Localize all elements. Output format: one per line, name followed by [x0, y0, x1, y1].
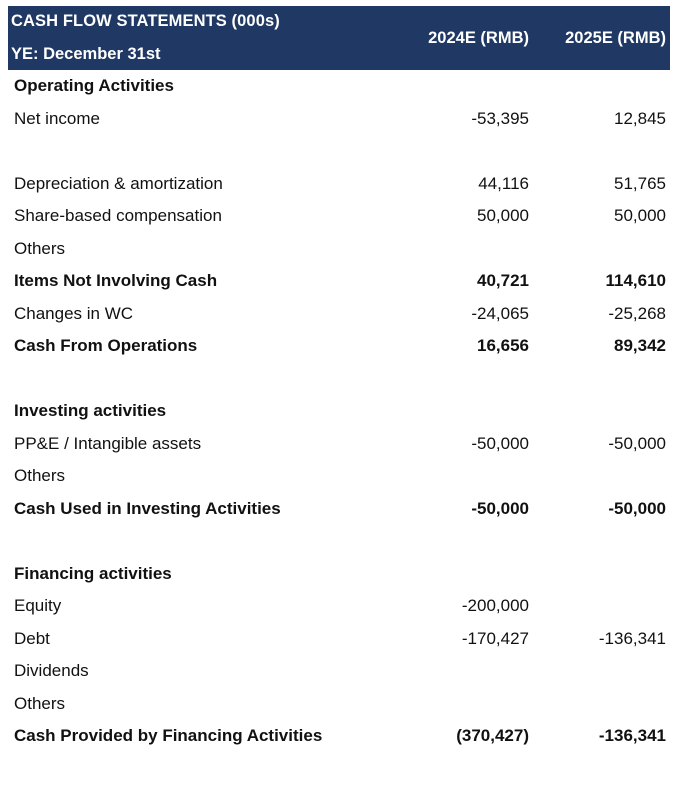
statement-title: CASH FLOW STATEMENTS (000s) — [11, 12, 280, 30]
table-row — [8, 330, 670, 363]
row-label: PP&E / Intangible assets — [14, 433, 202, 453]
table-row — [8, 720, 670, 753]
value-2025: -25,268 — [608, 303, 666, 323]
table-row — [8, 428, 670, 461]
value-2024: -200,000 — [461, 596, 529, 615]
row-label: Financing activities — [14, 563, 172, 583]
value-2024: 16,656 — [477, 336, 529, 355]
row-label: Cash Provided by Financing Activities — [14, 726, 323, 745]
value-2024: -50,000 — [471, 433, 529, 453]
value-2025: 89,342 — [614, 336, 666, 355]
value-2025: 50,000 — [614, 206, 666, 225]
value-2024: 44,116 — [478, 173, 529, 193]
row-label: Cash From Operations — [14, 336, 198, 355]
table-row — [8, 525, 670, 558]
row-label: Depreciation & amortization — [14, 173, 223, 193]
table-row — [8, 265, 670, 298]
column-header-2024: 2024E (RMB) — [428, 29, 529, 47]
value-2024: 50,000 — [477, 206, 529, 225]
value-2024: -50,000 — [471, 498, 529, 518]
table-row — [8, 590, 670, 623]
row-label: Others — [14, 466, 66, 485]
table-row — [8, 135, 670, 168]
row-label: Others — [14, 693, 66, 713]
row-label: Share-based compensation — [14, 206, 222, 225]
row-label: Net income — [14, 108, 100, 128]
row-label: Changes in WC — [14, 303, 134, 323]
value-2025: -136,341 — [598, 628, 666, 648]
cash-flow-sheet — [8, 6, 670, 753]
table-row — [8, 395, 670, 428]
row-label: Equity — [14, 596, 62, 615]
table-row — [8, 233, 670, 266]
table-row — [8, 558, 670, 591]
table-row — [8, 688, 670, 721]
value-2025: -136,341 — [598, 726, 666, 745]
statement-rows — [8, 70, 670, 753]
row-label: Debt — [14, 628, 50, 648]
table-row — [8, 460, 670, 493]
table-row — [8, 298, 670, 331]
row-label: Cash Used in Investing Activities — [14, 498, 281, 518]
table-row — [8, 623, 670, 656]
table-row — [8, 493, 670, 526]
table-row — [8, 363, 670, 396]
value-2025: 114,610 — [605, 271, 666, 290]
table-row — [8, 655, 670, 688]
value-2025: -50,000 — [608, 433, 666, 453]
row-label: Operating Activities — [14, 76, 174, 95]
column-header-2025: 2025E (RMB) — [565, 29, 666, 47]
value-2024: 40,721 — [477, 271, 529, 290]
table-row — [8, 168, 670, 201]
table-header — [8, 6, 670, 70]
row-label: Items Not Involving Cash — [14, 271, 218, 290]
value-2024: -24,065 — [471, 303, 529, 323]
table-row — [8, 70, 670, 103]
value-2024: (370,427) — [456, 726, 529, 745]
table-row — [8, 103, 670, 136]
value-2025: 51,765 — [614, 173, 666, 193]
value-2025: 12,845 — [614, 108, 666, 128]
value-2024: -170,427 — [461, 628, 529, 648]
row-label: Others — [14, 238, 66, 258]
value-2025: -50,000 — [608, 498, 666, 518]
fiscal-year-end: YE: December 31st — [11, 45, 161, 63]
row-label: Dividends — [14, 661, 89, 680]
row-label: Investing activities — [14, 401, 167, 420]
value-2024: -53,395 — [471, 108, 529, 128]
table-row — [8, 200, 670, 233]
